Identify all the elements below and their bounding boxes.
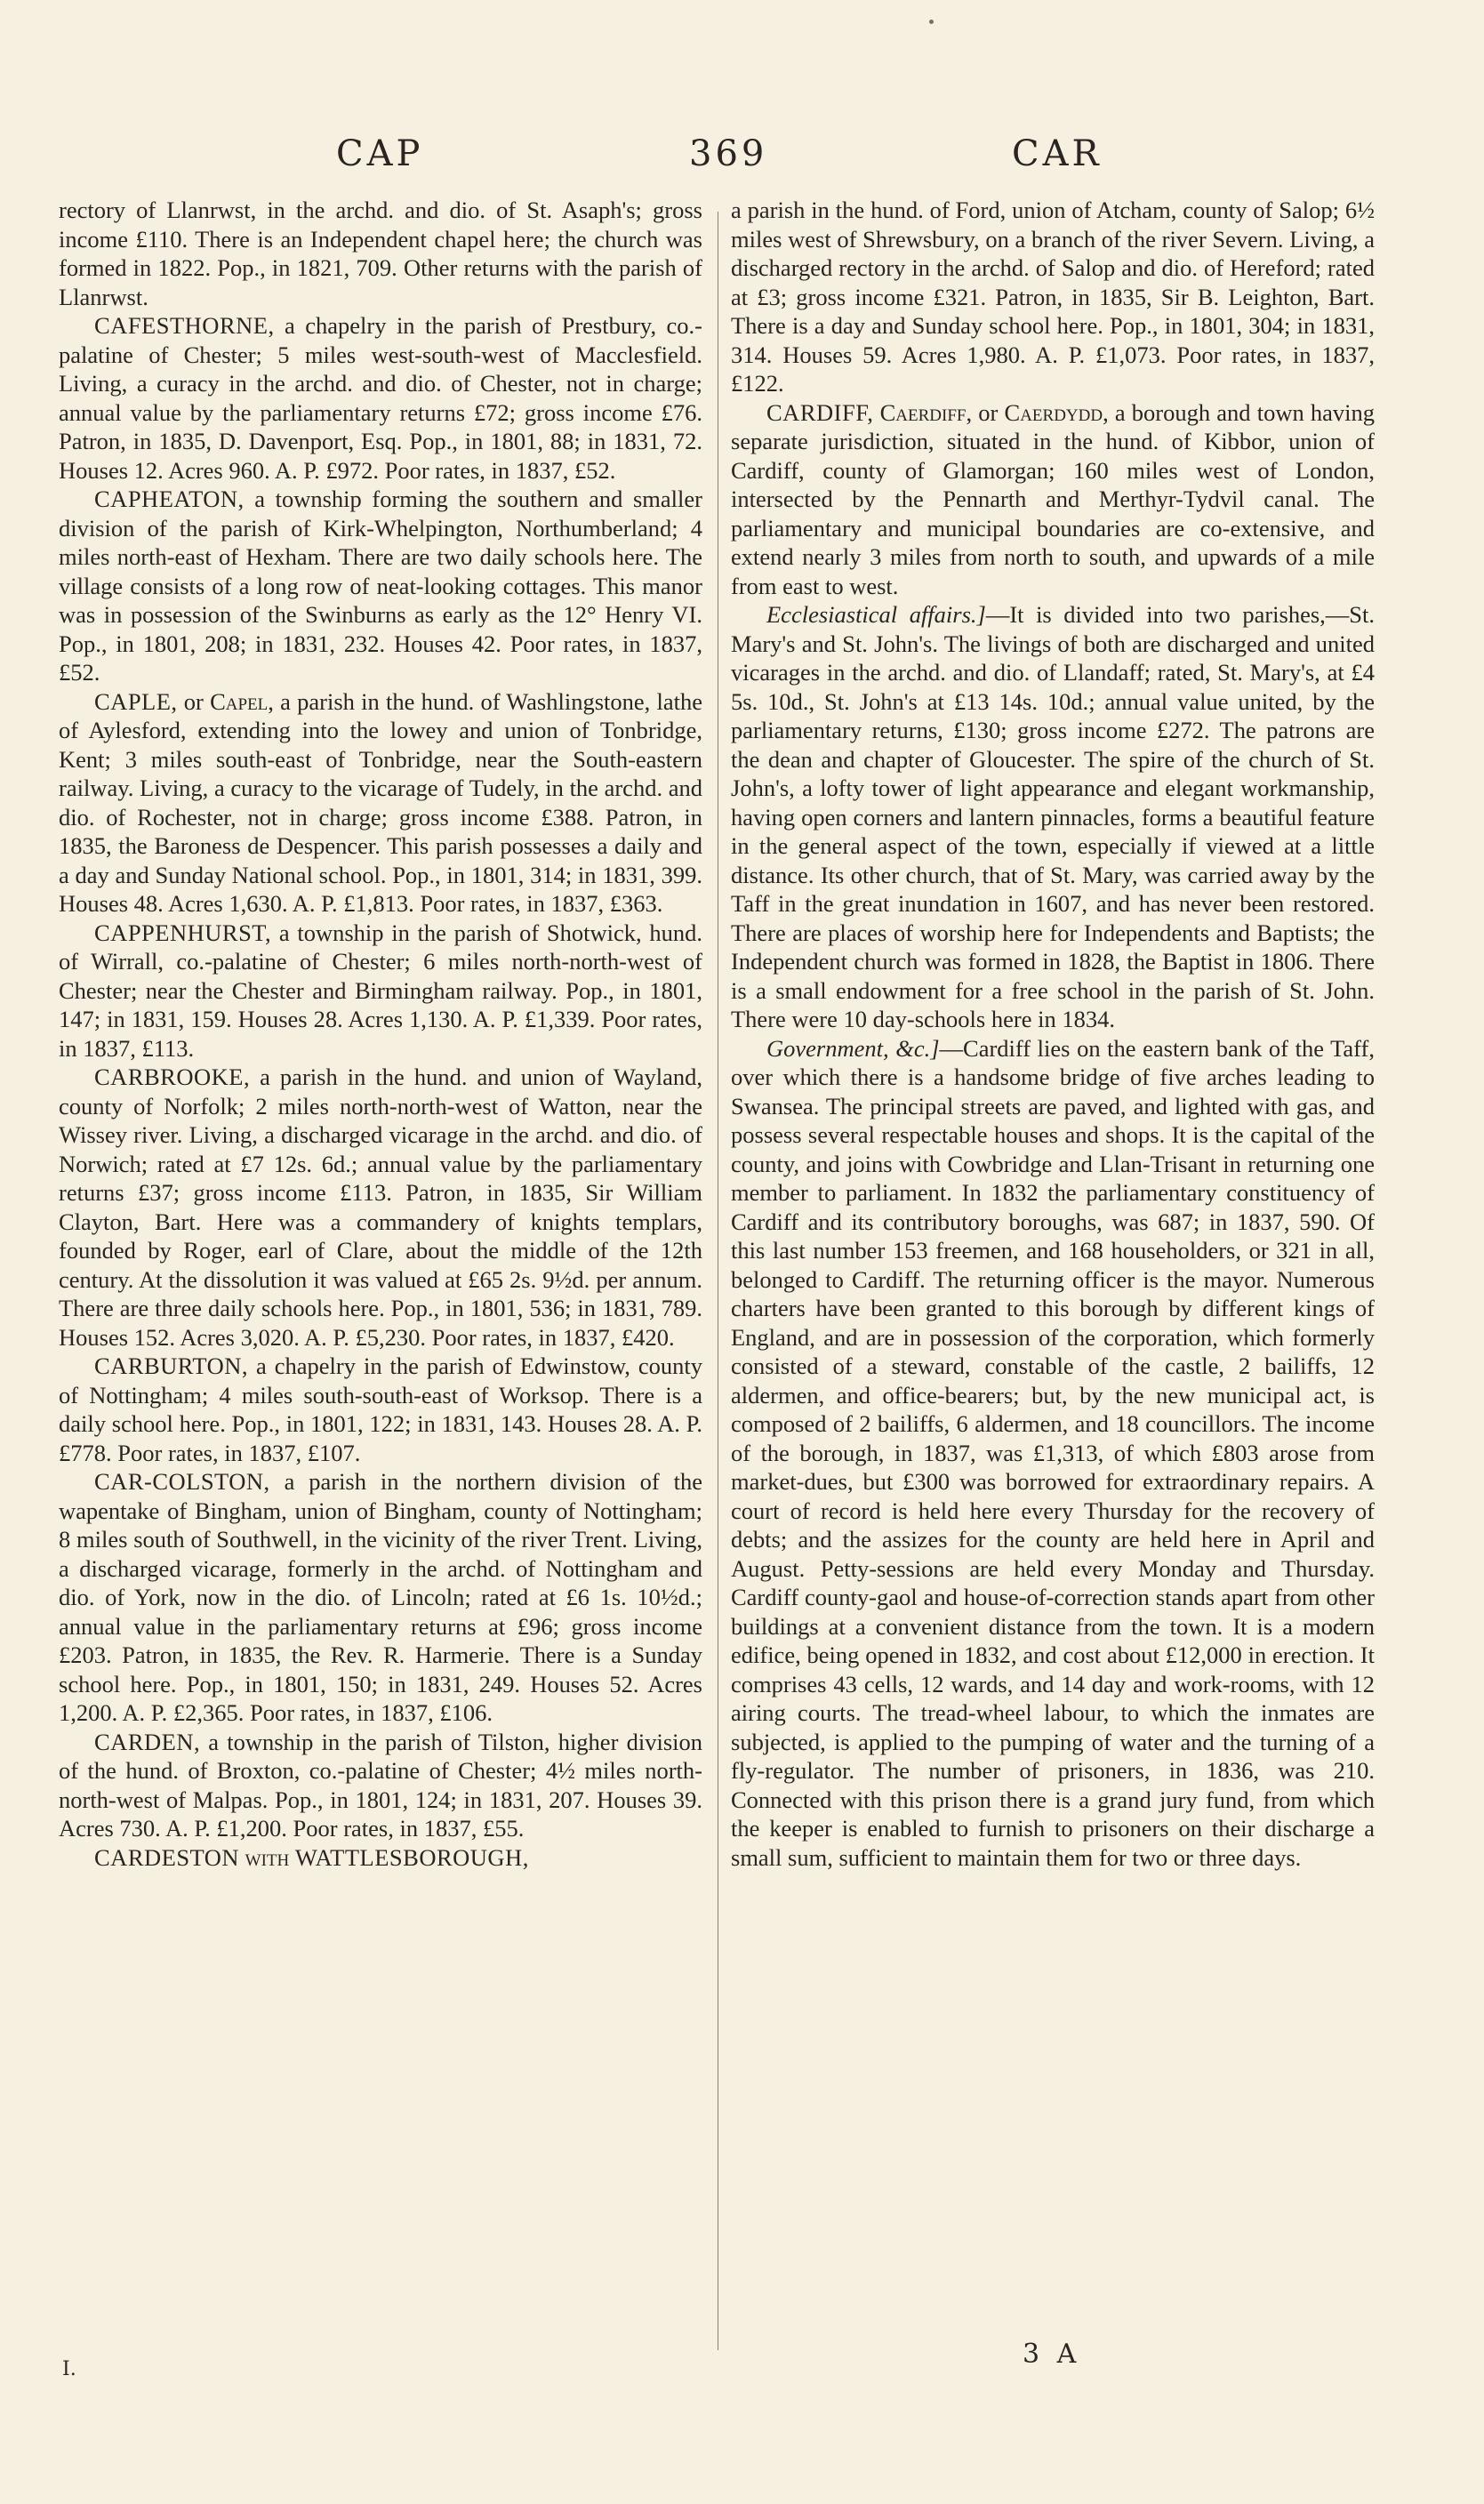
entry-car-colston — [59, 1467, 702, 1728]
entry-text: a borough and town having separate jurisdiction, situated in the hund. of Kibbor, union of Cardiff, county of Glamorgan; 160 miles west of London, intersected by the Pennarth and Merthyr-Tydvil canal. The parliamentary and municipal boundaries are co-extensive, and extend nearly 3 miles from north to south, and upwards of a mile from east to west. — [731, 398, 1376, 599]
running-head-right: CAR — [1012, 133, 1103, 174]
headword-continued: WATTLESBOROUGH, — [294, 1843, 529, 1871]
section-government — [731, 1034, 1375, 1873]
entry-connector: or — [177, 687, 211, 715]
alt-headword: Caerdiff, — [879, 398, 973, 426]
section-text: —Cardiff lies on the eastern bank of the Taff, over which there is a handsome bridge of five arches leading to Swansea. The principal streets are paved, and lighted with gas, and possess several respectable houses and shops. It is the capital of the county, and joins with Cowbridge and Llan-Trisant in returning one member to parliament. In 1832 the parliamentary constituency of Cardiff and its contributory boroughs, was 687; in 1837, 590. Of this last number 153 freemen, and 168 householders, or 321 in all, belonged to Cardiff. The returning officer is the mayor. Numerous charters have been granted to this borough by different kings of England, and are in possession of the corporation, which formerly consisted of a steward, constable of the castle, 2 bailiffs, 12 aldermen, and office-bearers; but, by the new municipal act, is composed of 2 bailiffs, 6 aldermen, and 18 councillors. The income of the borough, in 1837, was £1,313, of which £803 arose from market-dues, but £300 was borrowed for extraordinary repairs. A court of record is held here every Thursday for the recovery of debts; and the assizes for the county are held here in April and August. Petty-sessions are held every Monday and Thursday. Cardiff county-gaol and house-of-correction stands apart from other buildings at a convenient distance from the town. It is a modern edifice, being opened in 1832, and cost about £12,000 in erection. It comprises 43 cells, 12 wards, and 14 day and work-rooms, with 12 airing courts. The tread-wheel labour, to which the inmates are subjected, is applied to the pumping of water and the turning of a fly-regulator. The number of prisoners, in 1836, was 210. Connected with this prison there is a grand jury fund, from which the keeper is enabled to furnish to prisoners on their discharge a small sum, sufficient to maintain them for two or three days. — [731, 1034, 1375, 1871]
page-header — [0, 133, 1484, 187]
headword: CARDIFF, — [766, 398, 874, 426]
section-heading: Ecclesiastical affairs.] — [766, 601, 986, 628]
volume-mark: I. — [62, 2358, 76, 2380]
section-ecclesiastical — [731, 600, 1375, 1034]
entry-carden — [59, 1728, 702, 1843]
section-text: —It is divided into two parishes,—St. Mary's and St. John's. The livings of both are discharged and united vicarages in the archd. and dio. of Llandaff; rated, St. Mary's, at £4 5s. 10d., St. John's at £13 14s. 10d.; annual value united, by the parliamentary returns, £130; gross income £272. The patrons are the dean and chapter of Gloucester. The spire of the church of St. John's, a lofty tower of light appearance and elegant workmanship, having open corners and lantern pinnacles, forms a beautiful feature in the general aspect of the town, especially if viewed at a little distance. Its other church, that of St. Mary, was carried away by the Taff in the great inundation in 1607, and has never been restored. There are places of worship here for Independents and Baptists; the Independent church was formed in 1828, the Baptist in 1806. There is a small endowment for a free school in the parish of St. John. There were 10 day-schools here in 1834. — [731, 601, 1376, 1032]
headword-with: with — [245, 1843, 290, 1871]
entry-text: a chapelry in the parish of Edwinstow, county of Nottingham; 4 miles south-south-east of Worksop. There is a daily school here. Pop., in 1801, 122; in 1831, 143. Houses 28. A. P. £778. Poor rates, in 1837, £107. — [59, 1352, 702, 1466]
entry-cappenhurst — [59, 919, 702, 1063]
entry-text: a township forming the southern and smaller division of the parish of Kirk-Whelpington, Northumberland; 4 miles north-east of Hexham. There are two daily schools here. The village consists of a long row of neat-looking cottages. This manor was in possession of the Swinburns as early as the 12° Henry VI. Pop., in 1801, 208; in 1831, 232. Houses 42. Poor rates, in 1837, £52. — [59, 486, 702, 686]
alt-headword: Caerdydd, — [1004, 398, 1109, 426]
left-column — [59, 196, 702, 1872]
signature-mark: 3 A — [1023, 2339, 1081, 2370]
entry-cardeston-continued: a parish in the hund. of Ford, union of Atcham, county of Salop; 6½ miles west of Shrewsbury, on a branch of the river Severn. Living, a discharged rectory in the archd. of Salop and dio. of Hereford; rated at £3; gross income £321. Patron, in 1835, Sir B. Leighton, Bart. There is a day and Sunday school here. Pop., in 1801, 304; in 1831, 314. Houses 59. Acres 1,980. A. P. £1,073. Poor rates, in 1837, £122. — [731, 197, 1375, 397]
headword: CARDESTON — [94, 1843, 240, 1871]
page-number: 369 — [689, 133, 768, 174]
alt-headword: Capel, — [210, 687, 274, 715]
entry-carbrooke — [59, 1063, 702, 1352]
headword: CARBROOKE, — [94, 1063, 251, 1090]
entry-text: a parish in the hund. of Washlingstone, lathe of Aylesford, extending into the lowey and union of Tonbridge, Kent; 3 miles south-east of Tonbridge, near the South-eastern railway. Living, a curacy to the vicarage of Tudely, in the archd. and dio. of Rochester, not in charge; gross income £388. Patron, in 1835, the Baroness de Despencer. This parish possesses a daily and a day and Sunday National school. Pop., in 1801, 314; in 1831, 399. Houses 48. Acres 1,630. A. P. £1,813. Poor rates, in 1837, £363. — [59, 687, 703, 917]
headword: CAPHEATON, — [94, 486, 245, 512]
entry-capesthorne — [59, 311, 702, 485]
headword: CAPLE, — [94, 687, 178, 715]
headword: CAFESTHORNE, — [94, 312, 275, 339]
ink-speck — [929, 20, 934, 24]
entry-cardeston — [59, 1843, 702, 1873]
headword: CAR-COLSTON, — [94, 1468, 270, 1495]
section-heading: Government, &c.] — [766, 1034, 940, 1062]
entry-text: a chapelry in the parish of Prestbury, co.-palatine of Chester; 5 miles west-south-west of Macclesfield. Living, a curacy in the archd. and dio. of Chester, not in charge; annual value by the parliamentary returns £72; gross income £76. Patron, in 1835, D. Davenport, Esq. Pop., in 1801, 88; in 1831, 72. Houses 12. Acres 960. A. P. £972. Poor rates, in 1837, £52. — [59, 312, 702, 484]
right-column — [731, 196, 1375, 1872]
entry-text: a township in the parish of Tilston, higher division of the hund. of Broxton, co.-palatine of Chester; 4½ miles north-north-west of Malpas. Pop., in 1801, 124; in 1831, 207. Houses 39. Acres 730. A. P. £1,200. Poor rates, in 1837, £55. — [59, 1728, 702, 1842]
entry-text: a parish in the hund. and union of Wayland, county of Norfolk; 2 miles north-north-west of Watton, near the Wissey river. Living, a discharged vicarage in the archd. and dio. of Norwich; rated at £7 12s. 6d.; annual value by the parliamentary returns £37; gross income £113. Patron, in 1835, Sir William Clayton, Bart. Here was a commandery of knights templars, founded by Roger, earl of Clare, about the middle of the 12th century. At the dissolution it was valued at £65 2s. 9½d. per annum. There are three daily schools here. Pop., in 1801, 536; in 1831, 789. Houses 152. Acres 3,020. A. P. £5,230. Poor rates, in 1837, £420. — [59, 1063, 702, 1351]
entry-cardiff — [731, 398, 1375, 601]
headword: CARDEN, — [94, 1728, 201, 1755]
entry-connector: or — [972, 398, 1005, 426]
running-head-left: CAP — [336, 133, 424, 174]
entry-capheaton — [59, 485, 702, 687]
headword: CARBURTON, — [94, 1352, 248, 1379]
entry-caple — [59, 687, 702, 919]
entry-text: a township in the parish of Shotwick, hund. of Wirrall, co.-palatine of Chester; 6 miles north-north-west of Chester; near the Chester and Birmingham railway. Pop., in 1801, 147; in 1831, 159. Houses 28. Acres 1,130. A. P. £1,339. Poor rates, in 1837, £113. — [59, 919, 702, 1062]
entry-continuation: rectory of Llanrwst, in the archd. and dio. of St. Asaph's; gross income £110. There is an Independent chapel here; the church was formed in 1822. Pop., in 1821, 709. Other returns with the parish of Llanrwst. — [59, 197, 702, 310]
headword: CAPPENHURST, — [94, 919, 272, 946]
entry-text: a parish in the northern division of the wapentake of Bingham, union of Bingham, county of Nottingham; 8 miles south of Southwell, in the vicinity of the river Trent. Living, a discharged vicarage, formerly in the archd. of Nottingham and dio. of York, now in the dio. of Lincoln; rated at £6 1s. 10½d.; annual value in the parliamentary returns at £96; gross income £203. Patron, in 1835, the Rev. R. Harmerie. There is a Sunday school here. Pop., in 1801, 150; in 1831, 249. Houses 52. Acres 1,200. A. P. £2,365. Poor rates, in 1837, £106. — [59, 1468, 702, 1726]
entry-carburton — [59, 1352, 702, 1467]
